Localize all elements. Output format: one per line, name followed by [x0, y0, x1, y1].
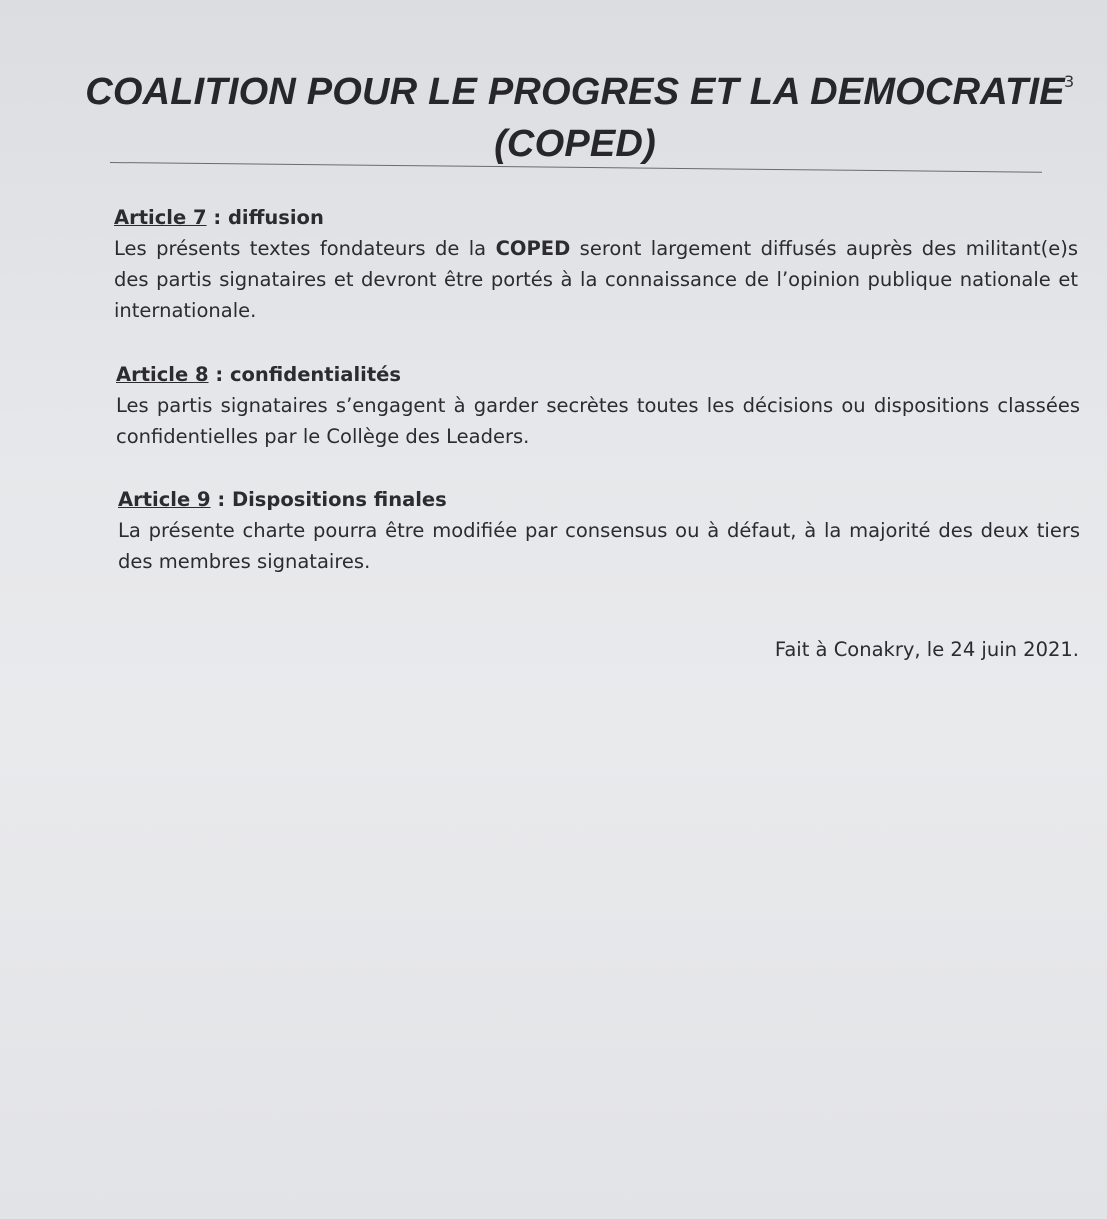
title-line-2: (COPED): [494, 123, 656, 165]
article-8-text: Les partis signataires s’engagent à garder secrètes toutes les décisions ou dispositions classées confidentielles par le Collège des Leaders.: [116, 394, 1080, 448]
article-8-separator: :: [208, 363, 230, 386]
article-7-text-before: Les présents textes fondateurs de la: [114, 237, 496, 260]
article-9-separator: :: [210, 488, 232, 511]
page-number: 3: [1064, 72, 1075, 91]
article-9-heading: [118, 484, 1080, 515]
article-7: [114, 202, 1078, 326]
article-7-bold-term: COPED: [495, 237, 571, 260]
article-8-label: Article 8: [116, 363, 209, 386]
article-9: [118, 484, 1080, 577]
article-7-label: Article 7: [114, 206, 207, 229]
article-7-heading: [114, 202, 1078, 233]
article-8: [116, 359, 1080, 452]
article-9-title: Dispositions finales: [231, 488, 447, 511]
signoff-place-date: Fait à Conakry, le 24 juin 2021.: [774, 638, 1079, 661]
title-line-1: COALITION POUR LE PROGRES ET LA DEMOCRATIE: [85, 71, 1065, 113]
document-title: [0, 66, 1107, 170]
article-7-title: diffusion: [227, 206, 324, 229]
article-8-title: confidentialités: [229, 363, 401, 386]
article-9-text: La présente charte pourra être modifiée par consensus ou à défaut, à la majorité des deux tiers des membres signataires.: [118, 519, 1080, 573]
article-7-separator: :: [206, 206, 228, 229]
article-8-heading: [116, 359, 1080, 390]
article-7-text-after: seront largement diffusés auprès des militant(e)s des partis signataires et devront être portés à la connaissance de l’opinion publique nationale et internationale.: [114, 237, 1078, 322]
article-7-text: [114, 233, 1078, 326]
article-9-label: Article 9: [118, 488, 211, 511]
